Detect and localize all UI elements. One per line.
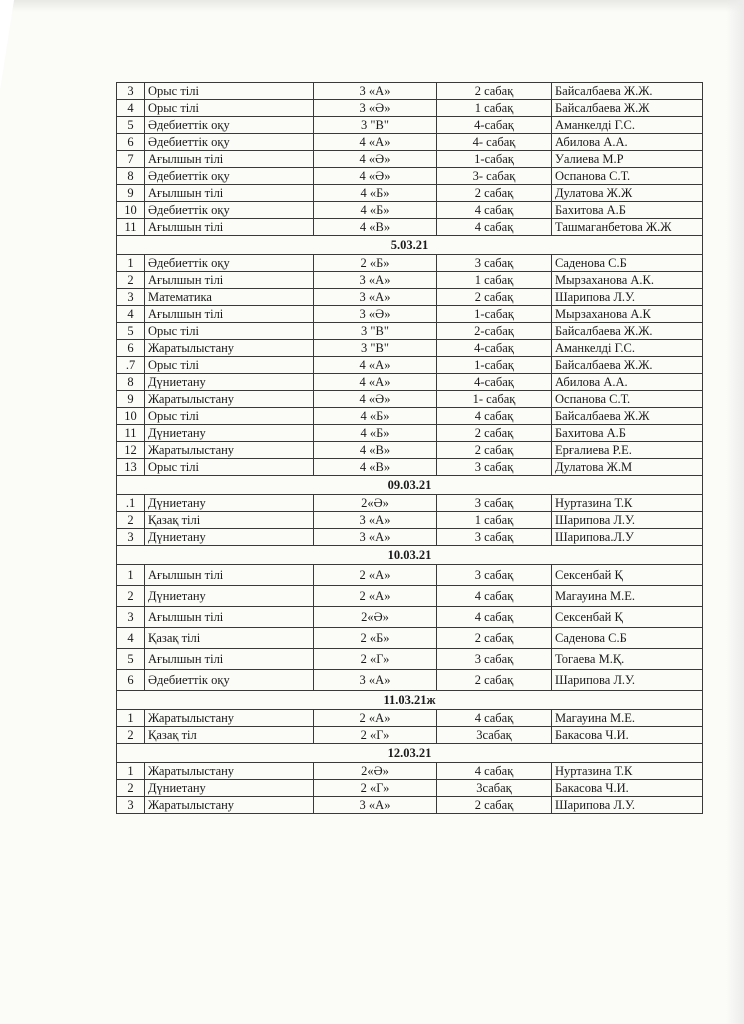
scan-corner: [0, 0, 14, 90]
lesson-cell: 3 сабақ: [437, 565, 552, 586]
row-number: 5: [117, 649, 145, 670]
table-row: [117, 83, 703, 100]
class-cell: 3 «А»: [314, 83, 437, 100]
teacher-cell: Бакасова Ч.И.: [552, 727, 703, 744]
table-row: [117, 289, 703, 306]
date-header-row: [117, 236, 703, 255]
row-number: 6: [117, 340, 145, 357]
table-row: [117, 374, 703, 391]
teacher-cell: Бахитова А.Б: [552, 425, 703, 442]
lesson-cell: 4-сабақ: [437, 374, 552, 391]
teacher-cell: Нуртазина Т.К: [552, 495, 703, 512]
subject-cell: Орыс тілі: [145, 323, 314, 340]
subject-cell: Жаратылыстану: [145, 797, 314, 814]
teacher-cell: Шарипова Л.У.: [552, 289, 703, 306]
class-cell: 4 «Ә»: [314, 168, 437, 185]
lesson-cell: 2 сабақ: [437, 185, 552, 202]
teacher-cell: Байсалбаева Ж.Ж: [552, 408, 703, 425]
teacher-cell: Аманкелді Г.С.: [552, 340, 703, 357]
subject-cell: Қазақ тілі: [145, 512, 314, 529]
teacher-cell: Саденова С.Б: [552, 255, 703, 272]
subject-cell: Дүниетану: [145, 780, 314, 797]
lesson-cell: 2 сабақ: [437, 425, 552, 442]
row-number: .7: [117, 357, 145, 374]
subject-cell: Орыс тілі: [145, 83, 314, 100]
teacher-cell: Сексенбай Қ: [552, 607, 703, 628]
subject-cell: Ағылшын тілі: [145, 272, 314, 289]
subject-cell: Әдебиеттік оқу: [145, 117, 314, 134]
teacher-cell: Дулатова Ж.М: [552, 459, 703, 476]
row-number: 2: [117, 727, 145, 744]
class-cell: 4 «А»: [314, 357, 437, 374]
subject-cell: Орыс тілі: [145, 459, 314, 476]
lesson-cell: 1 сабақ: [437, 272, 552, 289]
lesson-cell: 4 сабақ: [437, 408, 552, 425]
table-row: [117, 586, 703, 607]
subject-cell: Жаратылыстану: [145, 763, 314, 780]
subject-cell: Ағылшын тілі: [145, 185, 314, 202]
subject-cell: Дүниетану: [145, 586, 314, 607]
row-number: 1: [117, 255, 145, 272]
teacher-cell: Магауина М.Е.: [552, 710, 703, 727]
table-row: [117, 272, 703, 289]
table-row: [117, 117, 703, 134]
row-number: 4: [117, 628, 145, 649]
class-cell: 4 «Ә»: [314, 391, 437, 408]
row-number: 6: [117, 134, 145, 151]
class-cell: 3 «А»: [314, 272, 437, 289]
subject-cell: Ағылшын тілі: [145, 151, 314, 168]
lesson-cell: 4 сабақ: [437, 586, 552, 607]
class-cell: 4 «А»: [314, 134, 437, 151]
lesson-cell: 3сабақ: [437, 780, 552, 797]
subject-cell: Дүниетану: [145, 529, 314, 546]
schedule-body: [117, 83, 703, 814]
table-row: [117, 185, 703, 202]
class-cell: 4 «В»: [314, 459, 437, 476]
teacher-cell: Саденова С.Б: [552, 628, 703, 649]
table-row: [117, 649, 703, 670]
teacher-cell: Уалиева М.Р: [552, 151, 703, 168]
lesson-cell: 1- сабақ: [437, 391, 552, 408]
table-row: [117, 202, 703, 219]
row-number: 6: [117, 670, 145, 691]
subject-cell: Математика: [145, 289, 314, 306]
subject-cell: Әдебиеттік оқу: [145, 670, 314, 691]
date-header-row: [117, 744, 703, 763]
row-number: 1: [117, 565, 145, 586]
class-cell: 4 «В»: [314, 219, 437, 236]
subject-cell: Ағылшын тілі: [145, 219, 314, 236]
teacher-cell: Аманкелді Г.С.: [552, 117, 703, 134]
table-row: [117, 763, 703, 780]
teacher-cell: Шарипова.Л.У: [552, 529, 703, 546]
lesson-cell: 2 сабақ: [437, 83, 552, 100]
class-cell: 2 «А»: [314, 586, 437, 607]
lesson-cell: 4 сабақ: [437, 202, 552, 219]
teacher-cell: Шарипова Л.У.: [552, 670, 703, 691]
row-number: 8: [117, 374, 145, 391]
lesson-cell: 3- сабақ: [437, 168, 552, 185]
table-row: [117, 780, 703, 797]
row-number: 10: [117, 408, 145, 425]
row-number: 1: [117, 763, 145, 780]
class-cell: 4 «Б»: [314, 425, 437, 442]
teacher-cell: Оспанова С.Т.: [552, 168, 703, 185]
lesson-cell: 2 сабақ: [437, 797, 552, 814]
teacher-cell: Мырзаханова А.К: [552, 306, 703, 323]
table-row: [117, 442, 703, 459]
teacher-cell: Ерғалиева Р.Е.: [552, 442, 703, 459]
class-cell: 2 «Б»: [314, 628, 437, 649]
date-header-row: [117, 691, 703, 710]
class-cell: 3 «А»: [314, 797, 437, 814]
row-number: 7: [117, 151, 145, 168]
row-number: 9: [117, 391, 145, 408]
subject-cell: Жаратылыстану: [145, 391, 314, 408]
row-number: 2: [117, 512, 145, 529]
row-number: 10: [117, 202, 145, 219]
table-row: [117, 727, 703, 744]
lesson-cell: 2 сабақ: [437, 442, 552, 459]
date-header-row: [117, 546, 703, 565]
subject-cell: Әдебиеттік оқу: [145, 202, 314, 219]
scan-right-edge: [726, 0, 744, 1024]
teacher-cell: Сексенбай Қ: [552, 565, 703, 586]
table-row: [117, 219, 703, 236]
table-row: [117, 512, 703, 529]
lesson-cell: 4 сабақ: [437, 710, 552, 727]
table-row: [117, 670, 703, 691]
lesson-cell: 1-сабақ: [437, 357, 552, 374]
lesson-cell: 3 сабақ: [437, 255, 552, 272]
row-number: 5: [117, 323, 145, 340]
row-number: 3: [117, 83, 145, 100]
subject-cell: Қазақ тілі: [145, 628, 314, 649]
row-number: 2: [117, 780, 145, 797]
teacher-cell: Ташмаганбетова Ж.Ж: [552, 219, 703, 236]
subject-cell: Ағылшын тілі: [145, 565, 314, 586]
date-header: 12.03.21: [117, 744, 703, 763]
lesson-cell: 2 сабақ: [437, 628, 552, 649]
class-cell: 4 «Б»: [314, 202, 437, 219]
subject-cell: Ағылшын тілі: [145, 306, 314, 323]
table-row: [117, 565, 703, 586]
class-cell: 2 «А»: [314, 565, 437, 586]
lesson-cell: 4 сабақ: [437, 607, 552, 628]
schedule-table: [116, 82, 703, 814]
teacher-cell: Дулатова Ж.Ж: [552, 185, 703, 202]
table-row: [117, 529, 703, 546]
teacher-cell: Байсалбаева Ж.Ж.: [552, 83, 703, 100]
class-cell: 2«Ә»: [314, 495, 437, 512]
subject-cell: Орыс тілі: [145, 100, 314, 117]
teacher-cell: Абилова А.А.: [552, 134, 703, 151]
table-row: [117, 306, 703, 323]
teacher-cell: Бахитова А.Б: [552, 202, 703, 219]
lesson-cell: 2 сабақ: [437, 670, 552, 691]
row-number: 5: [117, 117, 145, 134]
table-row: [117, 391, 703, 408]
row-number: 3: [117, 607, 145, 628]
table-row: [117, 408, 703, 425]
subject-cell: Орыс тілі: [145, 408, 314, 425]
row-number: 11: [117, 219, 145, 236]
table-row: [117, 797, 703, 814]
lesson-cell: 4 сабақ: [437, 219, 552, 236]
row-number: 13: [117, 459, 145, 476]
row-number: 2: [117, 272, 145, 289]
table-row: [117, 607, 703, 628]
class-cell: 3 «Ә»: [314, 306, 437, 323]
row-number: 3: [117, 529, 145, 546]
table-row: [117, 628, 703, 649]
class-cell: 3 "В": [314, 340, 437, 357]
class-cell: 3 «А»: [314, 512, 437, 529]
row-number: 4: [117, 306, 145, 323]
subject-cell: Жаратылыстану: [145, 710, 314, 727]
class-cell: 2 «Г»: [314, 780, 437, 797]
teacher-cell: Магауина М.Е.: [552, 586, 703, 607]
teacher-cell: Байсалбаева Ж.Ж: [552, 100, 703, 117]
date-header: 5.03.21: [117, 236, 703, 255]
subject-cell: Ағылшын тілі: [145, 607, 314, 628]
table-row: [117, 134, 703, 151]
lesson-cell: 4-сабақ: [437, 117, 552, 134]
table-row: [117, 710, 703, 727]
row-number: 4: [117, 100, 145, 117]
class-cell: 3 «А»: [314, 289, 437, 306]
row-number: 3: [117, 797, 145, 814]
lesson-cell: 1 сабақ: [437, 512, 552, 529]
class-cell: 3 "В": [314, 117, 437, 134]
subject-cell: Әдебиеттік оқу: [145, 134, 314, 151]
lesson-cell: 3 сабақ: [437, 459, 552, 476]
lesson-cell: 1-сабақ: [437, 151, 552, 168]
row-number: 2: [117, 586, 145, 607]
class-cell: 4 «А»: [314, 374, 437, 391]
class-cell: 3 "В": [314, 323, 437, 340]
date-header: 09.03.21: [117, 476, 703, 495]
table-row: [117, 459, 703, 476]
class-cell: 2 «А»: [314, 710, 437, 727]
lesson-cell: 3сабақ: [437, 727, 552, 744]
subject-cell: Дүниетану: [145, 425, 314, 442]
row-number: 12: [117, 442, 145, 459]
table-row: [117, 168, 703, 185]
lesson-cell: 1 сабақ: [437, 100, 552, 117]
class-cell: 3 «А»: [314, 529, 437, 546]
table-row: [117, 340, 703, 357]
subject-cell: Жаратылыстану: [145, 340, 314, 357]
lesson-cell: 4- сабақ: [437, 134, 552, 151]
subject-cell: Қазақ тіл: [145, 727, 314, 744]
lesson-cell: 2 сабақ: [437, 289, 552, 306]
table-row: [117, 255, 703, 272]
lesson-cell: 3 сабақ: [437, 649, 552, 670]
subject-cell: Жаратылыстану: [145, 442, 314, 459]
lesson-cell: 4 сабақ: [437, 763, 552, 780]
lesson-cell: 1-сабақ: [437, 306, 552, 323]
subject-cell: Әдебиеттік оқу: [145, 168, 314, 185]
class-cell: 2«Ә»: [314, 607, 437, 628]
table-row: [117, 323, 703, 340]
lesson-cell: 3 сабақ: [437, 529, 552, 546]
row-number: 9: [117, 185, 145, 202]
subject-cell: Орыс тілі: [145, 357, 314, 374]
row-number: 8: [117, 168, 145, 185]
row-number: 1: [117, 710, 145, 727]
teacher-cell: Шарипова Л.У.: [552, 797, 703, 814]
class-cell: 2 «Г»: [314, 649, 437, 670]
row-number: .1: [117, 495, 145, 512]
subject-cell: Ағылшын тілі: [145, 649, 314, 670]
class-cell: 2 «Б»: [314, 255, 437, 272]
teacher-cell: Нуртазина Т.К: [552, 763, 703, 780]
class-cell: 4 «В»: [314, 442, 437, 459]
row-number: 3: [117, 289, 145, 306]
class-cell: 4 «Б»: [314, 185, 437, 202]
lesson-cell: 3 сабақ: [437, 495, 552, 512]
teacher-cell: Байсалбаева Ж.Ж.: [552, 357, 703, 374]
class-cell: 4 «Ә»: [314, 151, 437, 168]
subject-cell: Әдебиеттік оқу: [145, 255, 314, 272]
date-header: 11.03.21ж: [117, 691, 703, 710]
date-header: 10.03.21: [117, 546, 703, 565]
scan-top-edge: [0, 0, 744, 12]
table-row: [117, 425, 703, 442]
table-row: [117, 357, 703, 374]
lesson-cell: 4-сабақ: [437, 340, 552, 357]
lesson-cell: 2-сабақ: [437, 323, 552, 340]
subject-cell: Дүниетану: [145, 374, 314, 391]
row-number: 11: [117, 425, 145, 442]
teacher-cell: Бакасова Ч.И.: [552, 780, 703, 797]
date-header-row: [117, 476, 703, 495]
teacher-cell: Шарипова Л.У.: [552, 512, 703, 529]
teacher-cell: Байсалбаева Ж.Ж.: [552, 323, 703, 340]
class-cell: 4 «Б»: [314, 408, 437, 425]
class-cell: 3 «Ә»: [314, 100, 437, 117]
class-cell: 2 «Г»: [314, 727, 437, 744]
subject-cell: Дүниетану: [145, 495, 314, 512]
teacher-cell: Тогаева М.Қ.: [552, 649, 703, 670]
table-row: [117, 100, 703, 117]
teacher-cell: Абилова А.А.: [552, 374, 703, 391]
teacher-cell: Оспанова С.Т.: [552, 391, 703, 408]
class-cell: 2«Ә»: [314, 763, 437, 780]
table-row: [117, 151, 703, 168]
class-cell: 3 «А»: [314, 670, 437, 691]
teacher-cell: Мырзаханова А.К.: [552, 272, 703, 289]
table-row: [117, 495, 703, 512]
